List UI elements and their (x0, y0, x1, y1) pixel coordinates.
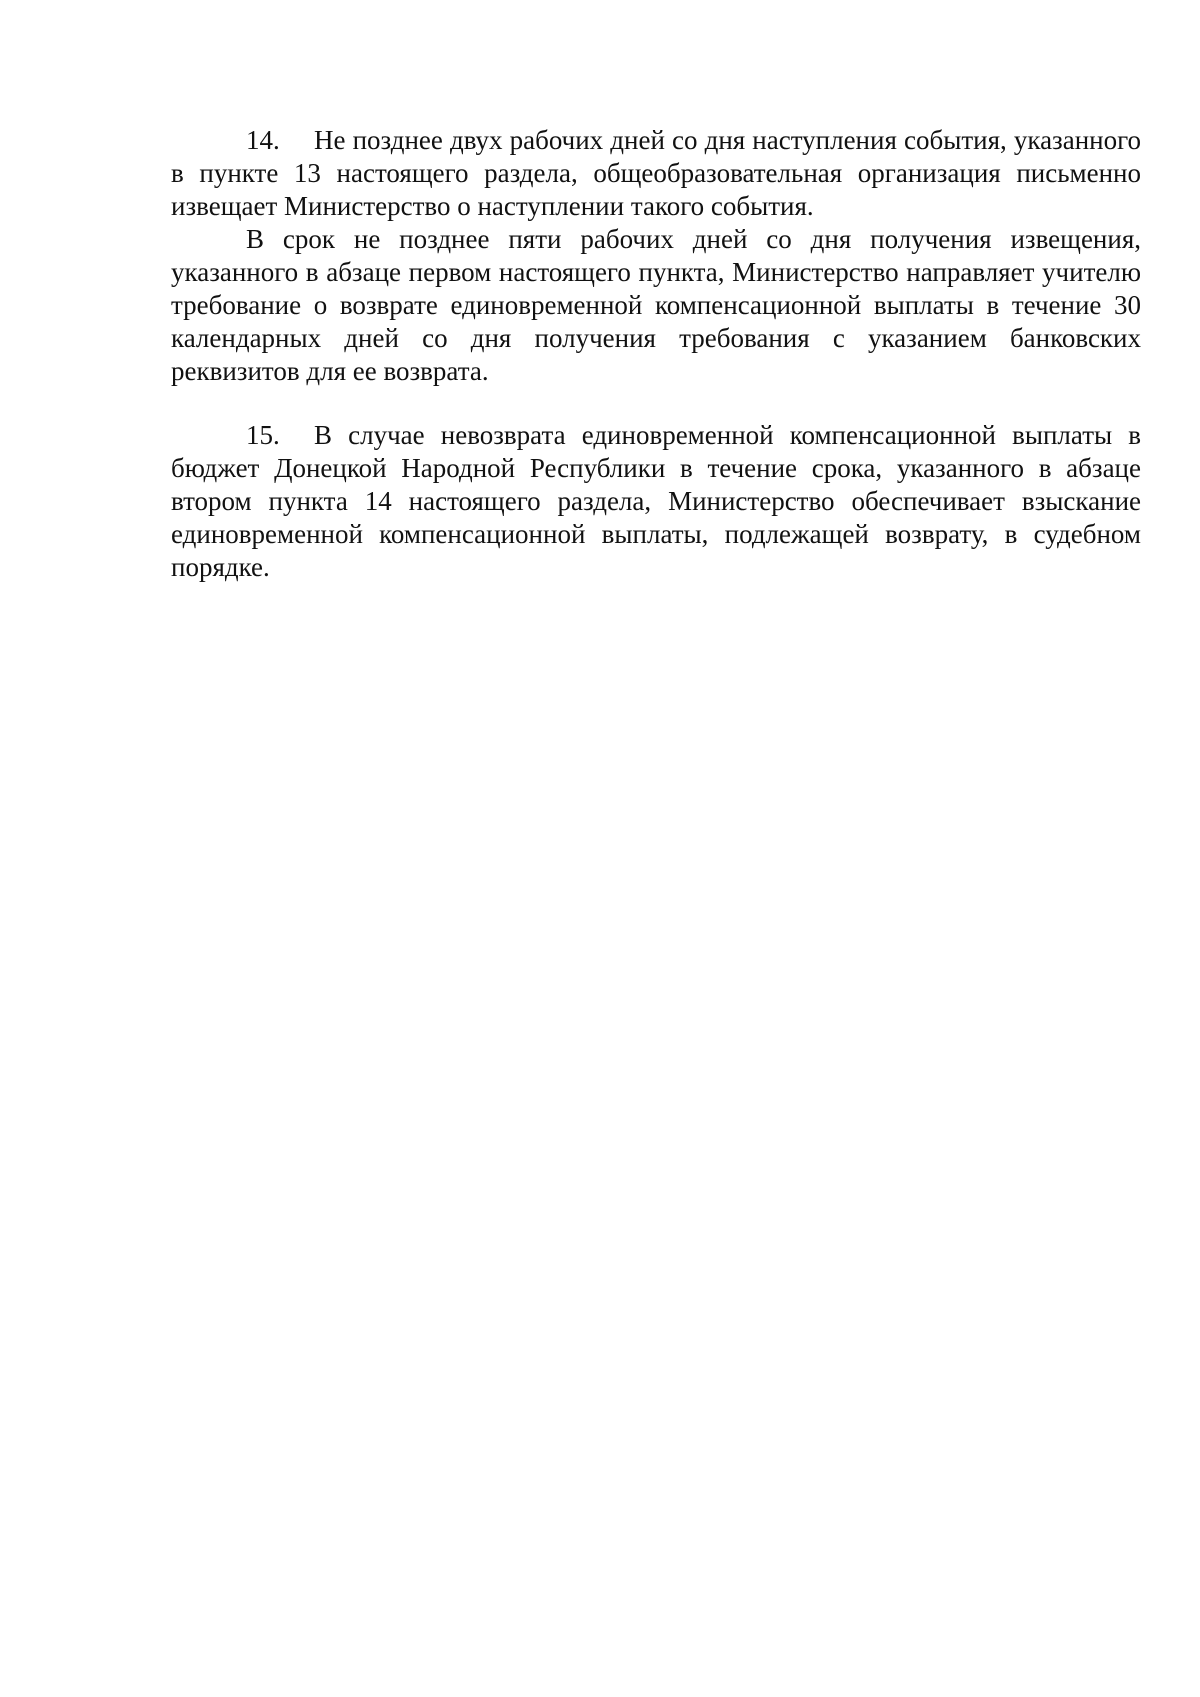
paragraph-14 (171, 124, 1141, 223)
paragraph-14-second (171, 223, 1141, 388)
document-body (171, 124, 1141, 584)
paragraph-text: Не позднее двух рабочих дней со дня наступления события, указанного в пункте 13 настоящего раздела, общеобразовательная организация письменно извещает Министерство о наступлении такого события. (171, 125, 1141, 221)
paragraph-15 (171, 419, 1141, 584)
paragraph-text: В случае невозврата единовременной компенсационной выплаты в бюджет Донецкой Народной Республики в течение срока, указанного в абзаце втором пункта 14 настоящего раздела, Министерство обеспечивает взыскание единовременной компенсационной выплаты, подлежащей возврату, в судебном порядке. (171, 420, 1141, 582)
paragraph-number: 14. (246, 125, 280, 155)
paragraph-gap (171, 388, 1141, 419)
paragraph-text: В срок не позднее пяти рабочих дней со дня получения извещения, указанного в абзаце первом настоящего пункта, Министерство направляет учителю требование о возврате единовременной компенсационной выплаты в течение 30 календарных дней со дня получения требования с указанием банковских реквизитов для ее возврата. (171, 224, 1141, 386)
paragraph-number: 15. (246, 420, 280, 450)
